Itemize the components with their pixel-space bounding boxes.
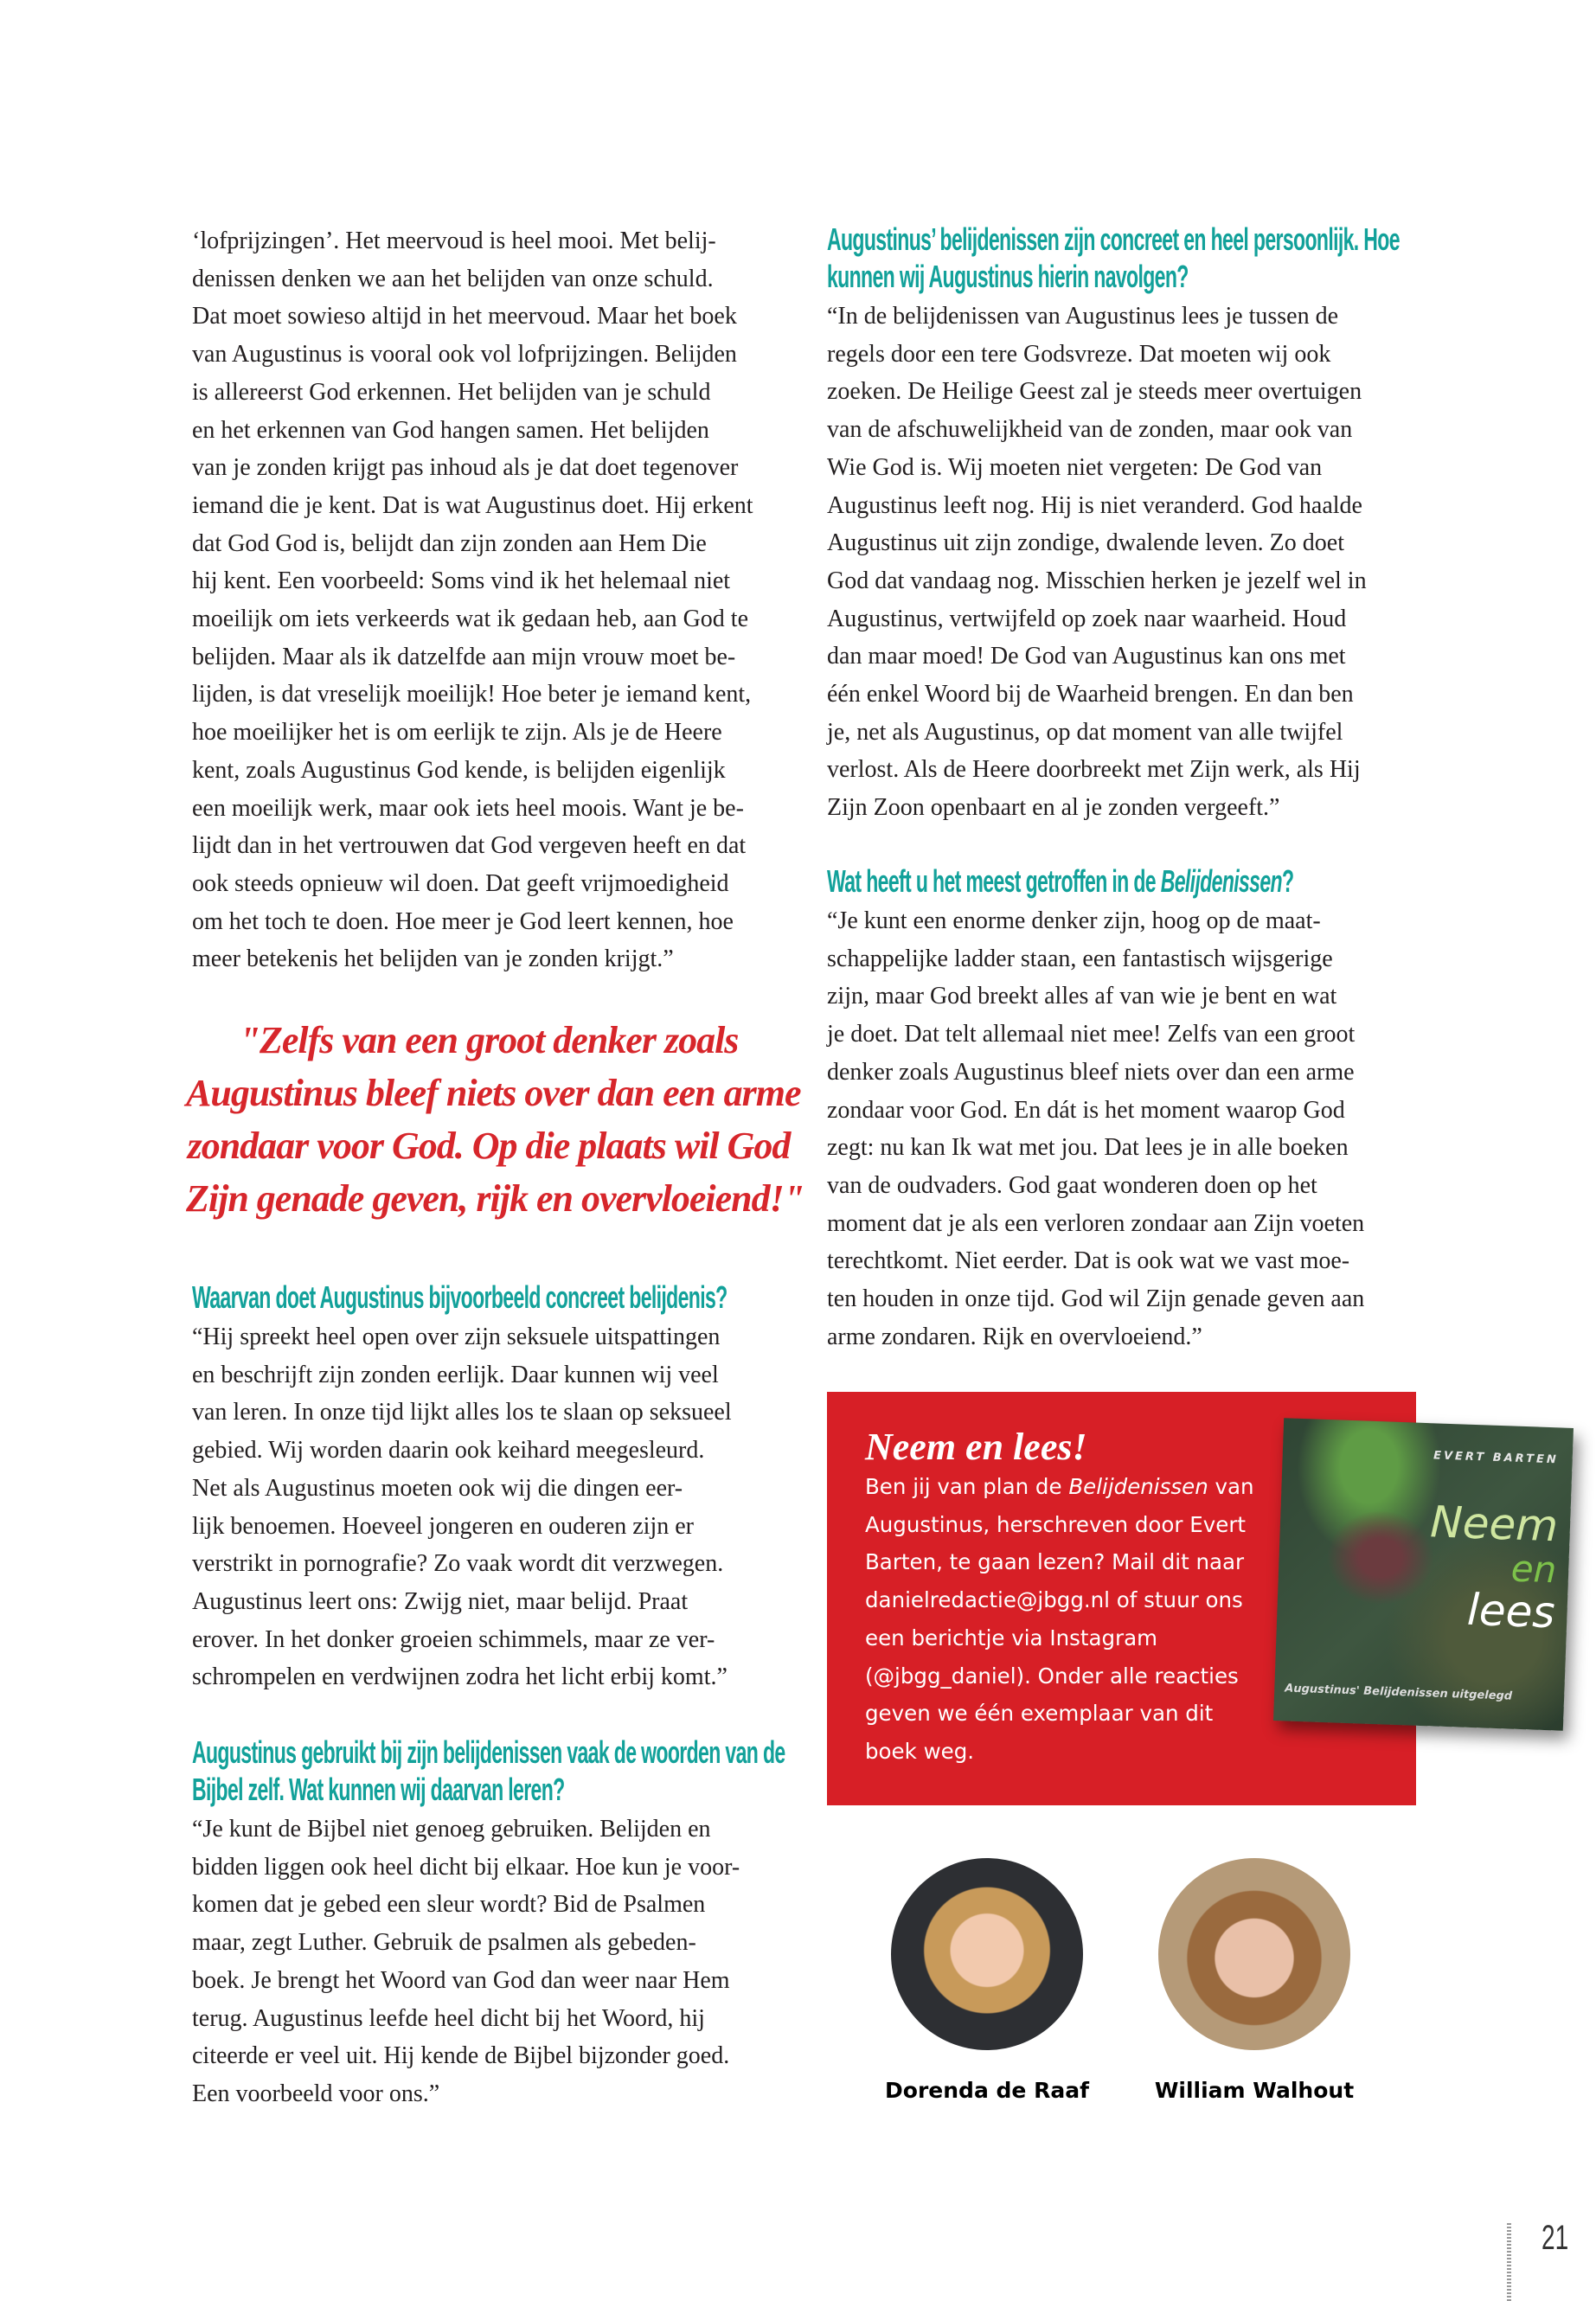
text-line: Dat moet sowieso altijd in het meervoud. Maar het boek: [192, 303, 737, 330]
text-line: ook steeds opnieuw wil doen. Dat geeft vrijmoedigheid: [192, 869, 729, 897]
text-line: bidden liggen ook heel dicht bij elkaar. Hoe kun je voor-: [192, 1853, 740, 1881]
section-confession-examples: [192, 1279, 798, 1696]
text-line: is allereerst God erkennen. Het belijden van je schuld: [192, 378, 711, 406]
text-line: zondaar voor God. Op die plaats wil God: [187, 1125, 791, 1167]
text-line: lijk benoemen. Hoeveel jongeren en ouderen zijn er: [192, 1512, 694, 1540]
text-line: boek weg.: [865, 1738, 975, 1764]
promo-line: van: [1208, 1474, 1254, 1499]
text-line: Augustinus leert ons: Zwijg niet, maar belijd. Praat: [192, 1587, 689, 1615]
text-line: (@jbgg_daniel). Onder alle reacties: [865, 1663, 1239, 1689]
section-most-striking: [827, 862, 1433, 1356]
book-author: EVERT BARTEN: [1433, 1449, 1559, 1467]
text-line: komen dat je gebed een sleur wordt? Bid de Psalmen: [192, 1891, 706, 1919]
text-line: van leren. In onze tijd lijkt alles los te slaan op seksueel: [192, 1399, 732, 1426]
text-line: verlost. Als de Heere doorbreekt met Zijn werk, als Hij: [827, 756, 1361, 784]
text-line: iemand die je kent. Dat is wat Augustinus doet. Hij erkent: [192, 491, 753, 519]
text-line: van de oudvaders. God gaat wonderen doen op het: [827, 1171, 1317, 1199]
text-line: Augustinus uit zijn zondige, dwalende leven. Zo doet: [827, 529, 1344, 557]
text-line: “Je kunt de Bijbel niet genoeg gebruiken. Belijden en: [192, 1816, 711, 1843]
book-subtitle: Augustinus' Belijdenissen uitgelegd: [1285, 1682, 1513, 1703]
text-line: belijden. Maar als ik datzelfde aan mijn vrouw moet be-: [192, 643, 736, 670]
text-line: Augustinus bleef niets over dan een arme: [186, 1072, 801, 1114]
section-body: [827, 902, 1433, 1356]
section-heading: [192, 1279, 798, 1316]
book-title: Neem: [1429, 1497, 1560, 1552]
text-line: dan maar moed! De God van Augustinus kan ons met: [827, 643, 1346, 670]
text-line: hoe moeilijker het is om eerlijk te zijn. Als je de Heere: [192, 719, 722, 747]
page-number-divider: [1507, 2223, 1511, 2301]
text-line: God dat vandaag nog. Misschien herken je jezelf wel in: [827, 567, 1367, 594]
text-line: "Zelfs van een groot denker zoals: [239, 1019, 739, 1061]
text-line: lijdt dan in het vertrouwen dat God vergeven heeft en dat: [192, 832, 747, 860]
section-body: [192, 1811, 798, 2113]
text-line: van Augustinus is vooral ook vol lofprijzingen. Belijden: [192, 341, 737, 369]
text-line: moeilijk om iets verkeerds wat ik gedaan heb, aan God te: [192, 606, 749, 633]
text-line: “Je kunt een enorme denker zijn, hoog op de maat-: [827, 907, 1321, 934]
text-line: moment dat je als een verloren zondaar aan Zijn voeten: [827, 1209, 1365, 1237]
text-line: meer betekenis het belijden van je zonden krijgt.”: [192, 945, 674, 973]
promo-line: Ben jij van plan de: [865, 1474, 1069, 1499]
text-line: Augustinus’ belijdenissen zijn concreet en heel persoonlijk. Hoe: [827, 221, 1400, 257]
text-line: schrompelen en verdwijnen zodra het licht erbij komt.”: [192, 1663, 727, 1691]
text-line: “In de belijdenissen van Augustinus lees je tussen de: [827, 303, 1338, 330]
text-line: Augustinus, herschreven door Evert: [865, 1511, 1246, 1537]
text-line: Zijn genade geven, rijk en overvloeiend!": [186, 1177, 804, 1220]
heading-text: Wat heeft u het meest getroffen in de: [827, 863, 1161, 899]
author-name: Dorenda de Raaf: [885, 2078, 1089, 2103]
promo-lines: [865, 1506, 1254, 1771]
text-line: gebied. Wij worden daarin ook keihard meegesleurd.: [192, 1437, 705, 1465]
text-line: een moeilijk werk, maar ook iets heel moois. Want je be-: [192, 794, 744, 822]
text-line: dat God God is, belijdt dan zijn zonden aan Hem Die: [192, 529, 707, 557]
text-line: een berichtje via Instagram: [865, 1625, 1157, 1650]
text-line: denissen denken we aan het belijden van onze schuld.: [192, 265, 714, 292]
section-body: [827, 298, 1433, 827]
text-line: Zijn Zoon openbaart en al je zonden vergeeft.”: [827, 794, 1280, 822]
text-line: Wie God is. Wij moeten niet vergeten: De God van: [827, 453, 1323, 481]
promo-italic: Belijdenissen: [1068, 1474, 1208, 1499]
section-follow-augustine: [827, 221, 1433, 827]
text-line: zoeken. De Heilige Geest zal je steeds meer overtuigen: [827, 378, 1362, 406]
text-line: Waarvan doet Augustinus bijvoorbeeld concreet belijdenis?: [192, 1279, 727, 1315]
promo-title: Neem en lees!: [865, 1426, 1087, 1468]
heading-text: ?: [1281, 863, 1294, 899]
book-cover-image: [1273, 1418, 1574, 1730]
text-line: Augustinus, vertwijfeld op zoek naar waarheid. Houd: [827, 605, 1347, 632]
text-line: regels door een tere Godsvreze. Dat moeten wij ook: [827, 340, 1331, 368]
section-bible-words: [192, 1734, 798, 2113]
section-body: [192, 1318, 798, 1696]
text-line: ten houden in onze tijd. God wil Zijn genade geven aan: [827, 1285, 1365, 1313]
text-line: geven we één exemplaar van dit: [865, 1701, 1214, 1727]
text-line: Barten, te gaan lezen? Mail dit naar: [865, 1549, 1245, 1575]
text-line: denker zoals Augustinus bleef niets over dan een arme: [827, 1058, 1355, 1086]
text-line: arme zondaren. Rijk en overvloeiend.”: [827, 1323, 1202, 1350]
text-line: en beschrijft zijn zonden eerlijk. Daar kunnen wij veel: [192, 1361, 719, 1388]
text-line: je doet. Dat telt allemaal niet mee! Zelfs van een groot: [827, 1021, 1356, 1048]
section-heading: [827, 862, 1433, 900]
text-line: kent, zoals Augustinus God kende, is belijden eigenlijk: [192, 756, 726, 784]
pull-quote: [186, 1014, 804, 1225]
text-line: danielredactie@jbgg.nl of stuur ons: [865, 1587, 1243, 1613]
text-line: lijden, is dat vreselijk moeilijk! Hoe beter je iemand kent,: [192, 681, 752, 708]
text-line: Een voorbeeld voor ons.”: [192, 2080, 440, 2107]
text-line: ‘lofprijzingen’. Het meervoud is heel mooi. Met belij-: [192, 228, 716, 254]
text-line: terechtkomt. Niet eerder. Dat is ook wat we vast moe-: [827, 1247, 1350, 1275]
book-title: en: [1509, 1547, 1558, 1592]
text-line: Bijbel zelf. Wat kunnen wij daarvan leren?: [192, 1772, 565, 1807]
text-line: Net als Augustinus moeten ook wij die dingen eer-: [192, 1474, 683, 1502]
section-heading: [827, 221, 1433, 295]
left-column: [192, 222, 798, 978]
text-line: terug. Augustinus leefde heel dicht bij het Woord, hij: [192, 2004, 705, 2032]
intro-paragraph: [192, 222, 798, 978]
author-photo: [891, 1858, 1083, 2050]
author-name: William Walhout: [1154, 2078, 1355, 2103]
text-line: schappelijke ladder staan, een fantastisch wijsgerige: [827, 945, 1333, 972]
text-line: je, net als Augustinus, op dat moment van alle twijfel: [827, 718, 1343, 746]
text-line: één enkel Woord bij de Waarheid brengen. En dan ben: [827, 681, 1354, 708]
section-heading: [192, 1734, 798, 1808]
text-line: zondaar voor God. En dát is het moment waarop God: [827, 1096, 1345, 1124]
text-line: zegt: nu kan Ik wat met jou. Dat lees je in alle boeken: [827, 1134, 1349, 1162]
text-line: “Hij spreekt heel open over zijn seksuele uitspattingen: [192, 1324, 721, 1350]
text-line: Augustinus leeft nog. Hij is niet veranderd. God haalde: [827, 491, 1362, 519]
text-line: van je zonden krijgt pas inhoud als je dat doet tegenover: [192, 454, 739, 482]
text-line: om het toch te doen. Hoe meer je God leert kennen, hoe: [192, 907, 734, 935]
text-line: maar, zegt Luther. Gebruik de psalmen als gebeden-: [192, 1929, 696, 1957]
text-line: en het erkennen van God hangen samen. Het belijden: [192, 416, 709, 444]
text-line: hij kent. Een voorbeeld: Soms vind ik het helemaal niet: [192, 567, 731, 595]
text-line: van de afschuwelijkheid van de zonden, maar ook van: [827, 416, 1353, 444]
text-line: Augustinus gebruikt bij zijn belijdenissen vaak de woorden van de: [192, 1734, 785, 1770]
page-number: 21: [1542, 2219, 1569, 2257]
text-line: erover. In het donker groeien schimmels, maar ze ver-: [192, 1625, 715, 1653]
text-line: zijn, maar God breekt alles af van wie je bent en wat: [827, 983, 1337, 1010]
text-line: boek. Je brengt het Woord van God dan weer naar Hem: [192, 1966, 730, 1994]
text-line: verstrikt in pornografie? Zo vaak wordt dit verzwegen.: [192, 1550, 724, 1578]
author-photo: [1158, 1858, 1350, 2050]
text-line: citeerde er veel uit. Hij kende de Bijbel bijzonder goed.: [192, 2042, 730, 2070]
promo-text: [865, 1468, 1254, 1771]
text-line: kunnen wij Augustinus hierin navolgen?: [827, 259, 1189, 294]
book-title: lees: [1466, 1584, 1556, 1638]
heading-italic-text: Belijdenissen: [1160, 863, 1282, 899]
